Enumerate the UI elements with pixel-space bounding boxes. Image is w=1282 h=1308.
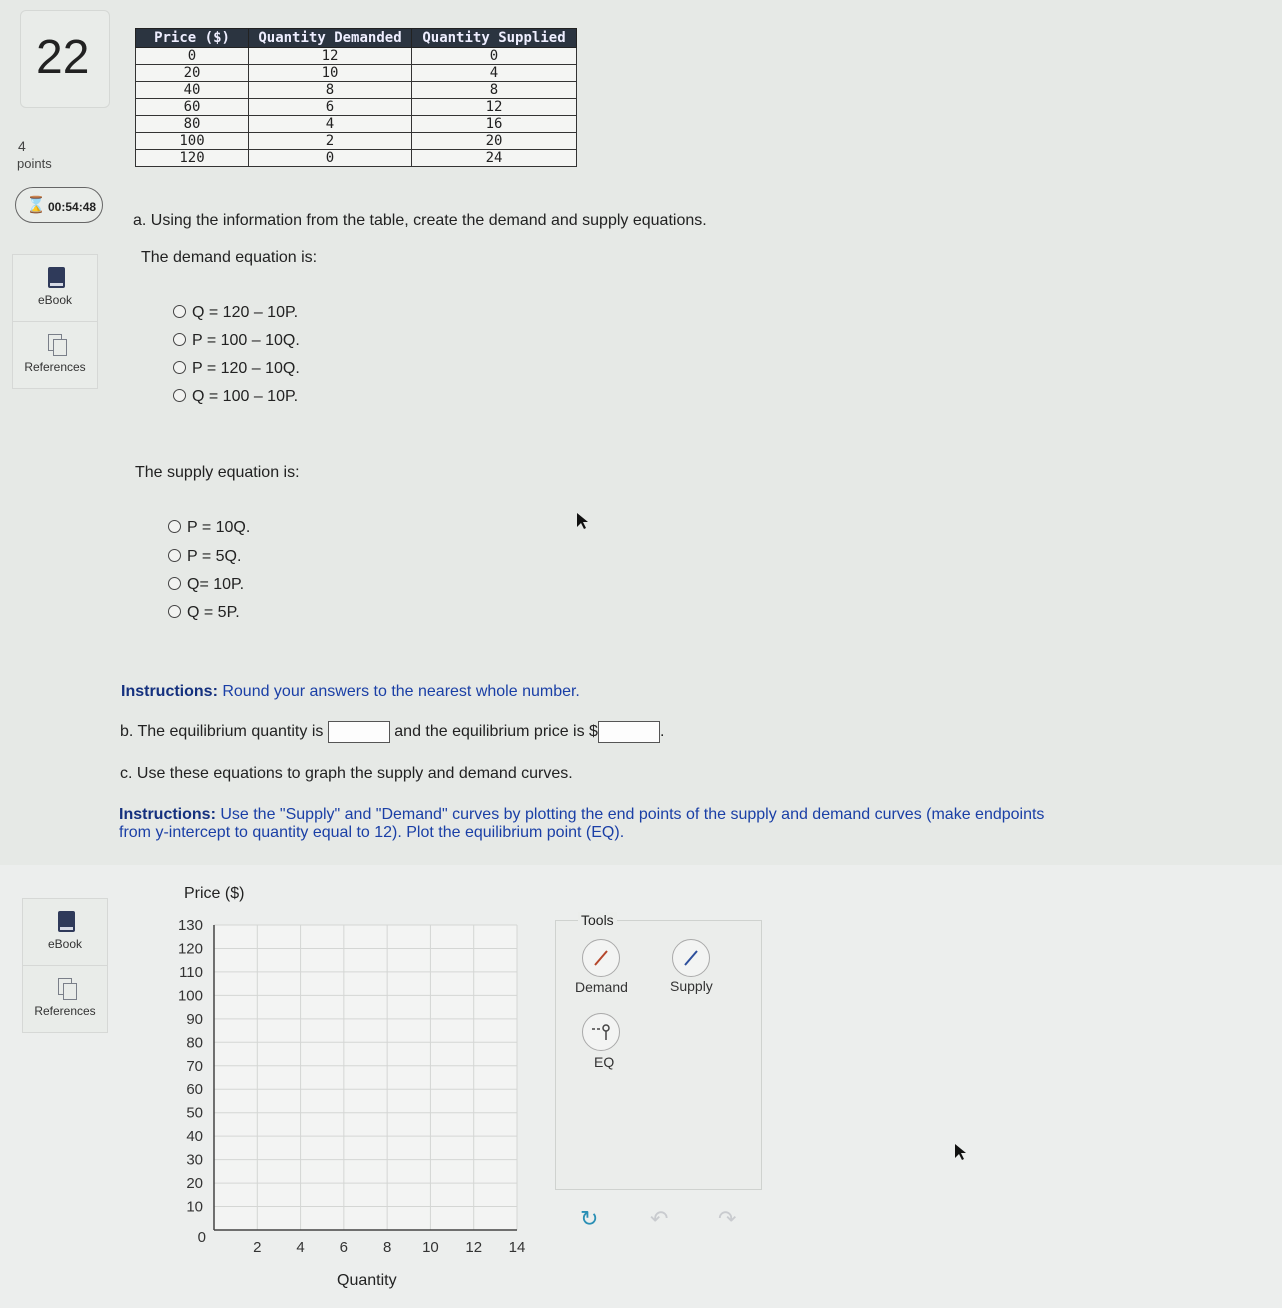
points-value: 4 — [18, 138, 26, 154]
demand-line-icon — [583, 940, 619, 976]
table-header-price: Price ($) — [136, 29, 249, 48]
instructions-rounding: Instructions: Round your answers to the nearest whole number. — [121, 683, 580, 700]
sidebar-tools-top — [12, 254, 98, 389]
table-cell: 0 — [136, 48, 249, 65]
references-label: References — [24, 360, 86, 374]
radio-button[interactable] — [173, 361, 186, 374]
supply-line-icon — [673, 940, 709, 976]
table-cell: 0 — [412, 48, 577, 65]
y-tick-label: 120 — [177, 940, 203, 958]
table-row — [136, 65, 577, 82]
redo-icon[interactable]: ↷ — [718, 1206, 737, 1231]
y-tick-label: 20 — [186, 1175, 203, 1193]
eq-tool-button[interactable] — [582, 1013, 620, 1051]
table-row — [136, 133, 577, 150]
ebook-label: eBook — [47, 937, 83, 951]
demand-option[interactable]: P = 100 – 10Q. — [173, 332, 300, 350]
radio-button[interactable] — [168, 577, 181, 590]
table-cell: 20 — [136, 65, 249, 82]
timer-value: 00:54:48 — [48, 200, 97, 214]
tools-title: Tools — [578, 912, 617, 928]
table-header-demanded: Quantity Demanded — [249, 29, 412, 48]
sidebar-tools-bottom — [22, 898, 108, 1033]
radio-button[interactable] — [168, 520, 181, 533]
part-b: b. The equilibrium quantity is and the equilibrium price is $ . — [120, 721, 664, 743]
y-tick-label: 40 — [186, 1128, 203, 1146]
y-tick-label: 50 — [186, 1104, 203, 1122]
graph-y-axis-label: Price ($) — [184, 885, 245, 902]
x-tick-label: 4 — [296, 1239, 305, 1256]
y-tick-label: 70 — [186, 1057, 203, 1075]
table-cell: 120 — [136, 150, 249, 167]
x-tick-label: 14 — [508, 1239, 526, 1256]
y-tick-label: 10 — [186, 1198, 203, 1216]
part-a-prompt: a. Using the information from the table, create the demand and supply equations. — [133, 212, 707, 229]
x-tick-label: 10 — [422, 1239, 439, 1256]
y-tick-label: 0 — [197, 1229, 206, 1246]
reset-icon[interactable]: ↻ — [580, 1206, 599, 1231]
table-cell: 4 — [412, 65, 577, 82]
table-cell: 8 — [249, 82, 412, 99]
points-label: points — [17, 156, 52, 171]
table-cell: 12 — [249, 48, 412, 65]
equilibrium-quantity-input[interactable] — [328, 721, 390, 743]
references-button[interactable] — [23, 966, 107, 1032]
table-row — [136, 150, 577, 167]
demand-option[interactable]: Q = 120 – 10P. — [173, 304, 298, 322]
y-tick-label: 80 — [186, 1034, 203, 1052]
demand-option[interactable]: P = 120 – 10Q. — [173, 360, 300, 378]
table-row — [136, 116, 577, 133]
x-tick-label: 12 — [465, 1239, 483, 1256]
references-button[interactable] — [13, 322, 97, 388]
demand-tool-label: Demand — [575, 979, 628, 995]
supply-tool-button[interactable] — [672, 939, 710, 977]
ebook-button[interactable] — [23, 899, 107, 966]
x-tick-label: 6 — [339, 1239, 349, 1256]
undo-icon[interactable]: ↶ — [650, 1206, 669, 1231]
demand-tool-button[interactable] — [582, 939, 620, 977]
y-tick-label: 90 — [186, 1010, 203, 1028]
references-label: References — [34, 1004, 96, 1018]
table-row — [136, 82, 577, 99]
references-icon — [48, 334, 66, 354]
supply-equation-label: The supply equation is: — [135, 464, 300, 481]
radio-button[interactable] — [168, 605, 181, 618]
graph-x-axis-label: Quantity — [337, 1272, 397, 1289]
radio-button[interactable] — [173, 389, 186, 402]
y-tick-label: 130 — [177, 917, 203, 934]
equilibrium-price-input[interactable] — [598, 721, 660, 743]
table-cell: 60 — [136, 99, 249, 116]
table-row — [136, 99, 577, 116]
y-tick-label: 30 — [186, 1151, 203, 1169]
demand-equation-label: The demand equation is: — [141, 249, 318, 266]
table-cell: 80 — [136, 116, 249, 133]
supply-option[interactable]: Q= 10P. — [168, 576, 244, 594]
radio-button[interactable] — [173, 305, 186, 318]
question-number: 22 — [36, 31, 90, 84]
eq-point-icon — [583, 1014, 619, 1050]
supply-demand-graph[interactable] — [170, 915, 540, 1260]
x-tick-label: 2 — [253, 1239, 262, 1256]
table-cell: 40 — [136, 82, 249, 99]
supply-tool-label: Supply — [670, 978, 713, 994]
eq-tool-label: EQ — [594, 1054, 615, 1070]
supply-option[interactable]: P = 5Q. — [168, 548, 241, 566]
y-tick-label: 60 — [186, 1081, 203, 1099]
table-cell: 0 — [249, 150, 412, 167]
plot-area — [214, 925, 517, 1230]
table-cell: 100 — [136, 133, 249, 150]
supply-option[interactable]: Q = 5P. — [168, 604, 240, 622]
hourglass-icon: ⌛ — [26, 197, 46, 214]
table-cell: 12 — [412, 99, 577, 116]
demand-option[interactable]: Q = 100 – 10P. — [173, 388, 298, 406]
table-cell: 16 — [412, 116, 577, 133]
instructions-graph: Instructions: Use the "Supply" and "Demand" curves by plotting the end points of the supply and demand curves (make endpoints from y-intercept to quantity equal to 12). Plot the equilibrium point (EQ). — [119, 806, 1045, 841]
table-cell: 2 — [249, 133, 412, 150]
table-cell: 20 — [412, 133, 577, 150]
x-tick-label: 8 — [382, 1239, 392, 1256]
references-icon — [58, 978, 76, 998]
table-cell: 6 — [249, 99, 412, 116]
supply-option[interactable]: P = 10Q. — [168, 519, 250, 537]
radio-button[interactable] — [168, 549, 181, 562]
y-tick-label: 100 — [177, 987, 203, 1005]
y-tick-label: 110 — [179, 963, 203, 981]
book-icon — [58, 911, 75, 932]
mouse-cursor-icon — [576, 512, 588, 530]
table-row — [136, 48, 577, 65]
table-cell: 8 — [412, 82, 577, 99]
ebook-label: eBook — [37, 293, 73, 307]
part-c-prompt: c. Use these equations to graph the supply and demand curves. — [120, 765, 573, 782]
ebook-button[interactable] — [13, 255, 97, 322]
mouse-cursor-icon — [954, 1143, 966, 1161]
radio-button[interactable] — [173, 333, 186, 346]
table-cell: 4 — [249, 116, 412, 133]
timer[interactable] — [15, 187, 103, 223]
table-cell: 24 — [412, 150, 577, 167]
table-header-supplied: Quantity Supplied — [412, 29, 577, 48]
book-icon — [48, 267, 65, 288]
price-quantity-table — [135, 28, 577, 167]
table-cell: 10 — [249, 65, 412, 82]
